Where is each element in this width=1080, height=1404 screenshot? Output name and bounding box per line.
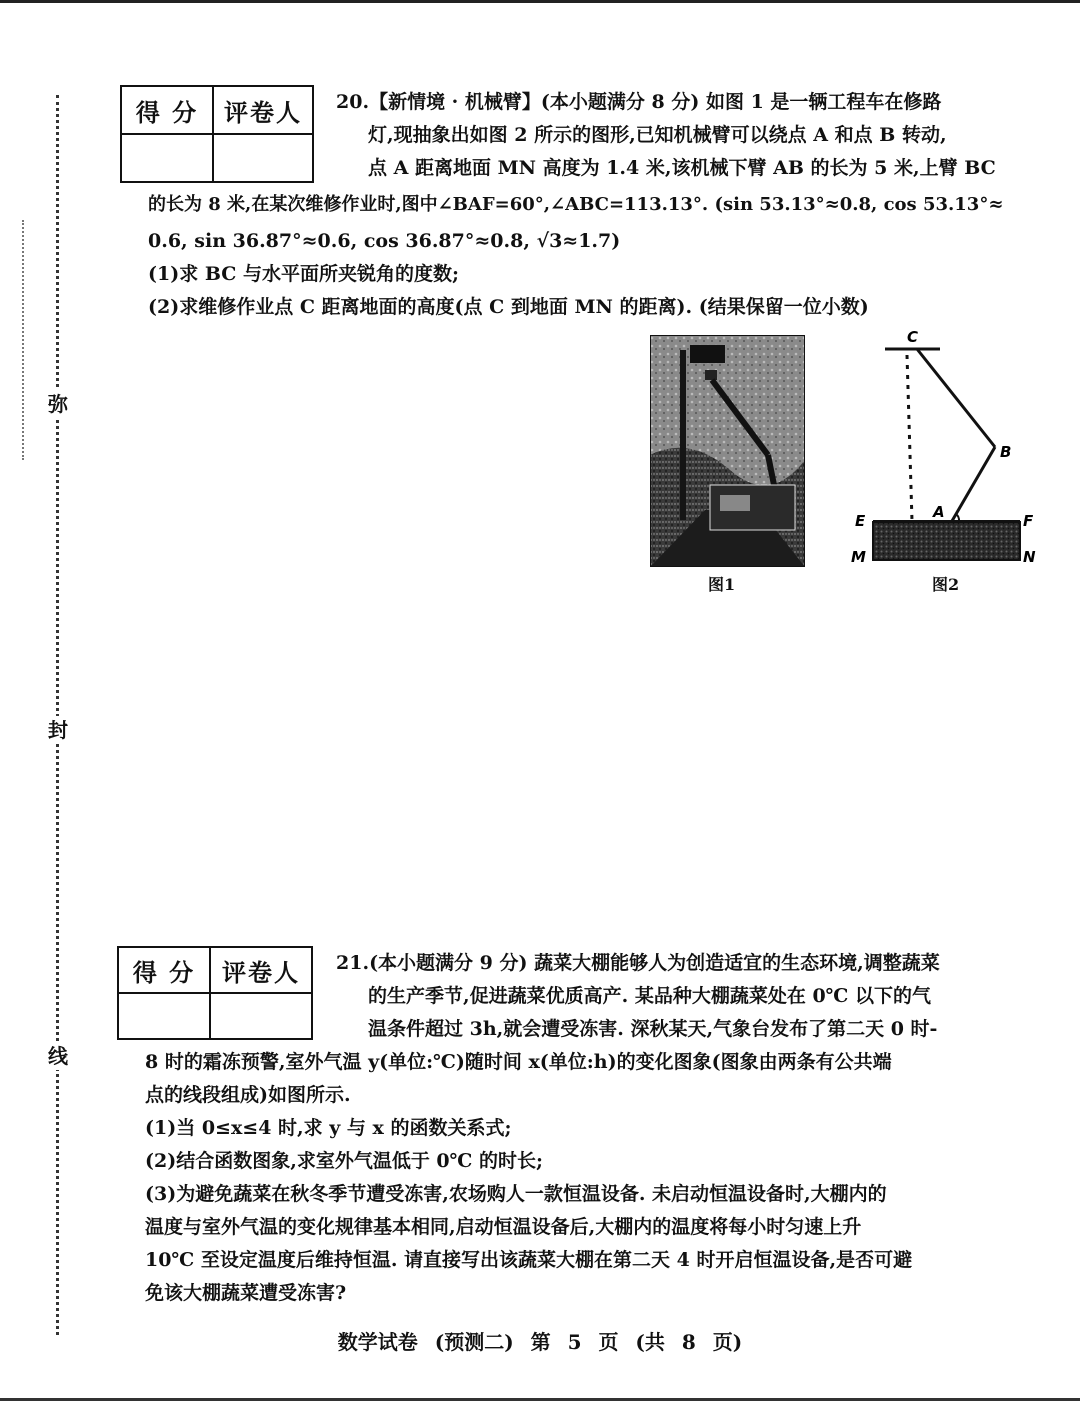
angle-mark-a <box>956 514 959 521</box>
label-b: B <box>1000 443 1012 461</box>
margin-char-feng: 封 <box>44 716 72 744</box>
fig1-truck-photo <box>650 335 805 567</box>
score-header: 得 分 <box>118 947 210 993</box>
bottom-rule <box>0 1398 1080 1401</box>
q21-line-2: 的生产季节,促进蔬菜优质高产. 某品种大棚蔬菜处在 0℃ 以下的气 <box>368 985 932 1007</box>
height-dashed-line <box>907 355 912 521</box>
q20-part-2: (2)求维修作业点 C 距离地面的高度(点 C 到地面 MN 的距离). (结果保留一位小数) <box>148 296 869 318</box>
label-c: C <box>907 328 919 346</box>
grader-cell[interactable] <box>210 993 312 1039</box>
q21-line-11: 免该大棚蔬菜遭受冻害? <box>145 1282 347 1304</box>
score-cell[interactable] <box>118 993 210 1039</box>
q20-line-4: 的长为 8 米,在某次维修作业时,图中∠BAF=60°,∠ABC=113.13°. (sin 53.13°≈0.8, cos 53.13°≈ <box>148 194 1004 215</box>
label-a: A <box>933 503 945 521</box>
q20-line-1 <box>336 85 941 119</box>
segment-bc <box>917 349 995 447</box>
q20-line-2: 灯,现抽象出如图 2 所示的图形,已知机械臂可以绕点 A 和点 B 转动, <box>368 124 947 146</box>
q21-line-10: 10℃ 至设定温度后维持恒温. 请直接写出该蔬菜大棚在第二天 4 时开启恒温设备,是否可避 <box>145 1249 913 1271</box>
margin-faint-dotted-line <box>22 220 24 460</box>
segment-ab <box>952 447 995 521</box>
q20-line-1-text: 【新情境 · 机械臂】(本小题满分 8 分) 如图 1 是一辆工程车在修路 <box>369 91 942 113</box>
q21-score-table <box>117 946 313 1040</box>
score-cell[interactable] <box>121 134 213 182</box>
q20-part-1: (1)求 BC 与水平面所夹锐角的度数; <box>148 263 459 285</box>
fig2-diagram <box>845 325 1045 570</box>
q20-number: 20. <box>336 91 370 113</box>
label-e: E <box>855 512 866 530</box>
q21-part-2: (2)结合函数图象,求室外气温低于 0℃ 的时长; <box>145 1150 544 1172</box>
q21-line-1 <box>336 946 940 980</box>
binding-dotted-line <box>56 95 59 1335</box>
label-m: M <box>851 548 866 566</box>
ground-mn <box>873 522 1020 560</box>
q21-line-9: 温度与室外气温的变化规律基本相同,启动恒温设备后,大棚内的温度将每小时匀速上升 <box>145 1216 862 1238</box>
label-f: F <box>1023 512 1034 530</box>
q21-number: 21. <box>336 952 370 974</box>
margin-char-xian: 线 <box>44 1042 72 1070</box>
q21-part-3: (3)为避免蔬菜在秋冬季节遭受冻害,农场购人一款恒温设备. 未启动恒温设备时,大棚内的 <box>145 1183 887 1205</box>
q21-line-3: 温条件超过 3h,就会遭受冻害. 深秋某天,气象台发布了第二天 0 时- <box>368 1018 938 1040</box>
q21-part-1: (1)当 0≤x≤4 时,求 y 与 x 的函数关系式; <box>145 1117 512 1139</box>
q20-line-5: 0.6, sin 36.87°≈0.6, cos 36.87°≈0.8, √3≈1.7) <box>148 230 621 252</box>
grader-cell[interactable] <box>213 134 313 182</box>
q20-score-table <box>120 85 314 183</box>
score-header: 得 分 <box>121 86 213 134</box>
fig1-caption: 图1 <box>708 575 736 594</box>
q21-line-4: 8 时的霜冻预警,室外气温 y(单位:℃)随时间 x(单位:h)的变化图象(图象由两条有公共端 <box>145 1051 892 1073</box>
grader-header: 评卷人 <box>213 86 313 134</box>
label-n: N <box>1023 548 1036 566</box>
q20-line-3: 点 A 距离地面 MN 高度为 1.4 米,该机械下臂 AB 的长为 5 米,上臂 BC <box>368 157 996 179</box>
margin-char-mi: 弥 <box>44 390 72 418</box>
q21-line-5: 点的线段组成)如图所示. <box>145 1084 351 1106</box>
grader-header: 评卷人 <box>210 947 312 993</box>
page-footer: 数学试卷 (预测二) 第 5 页 (共 8 页) <box>337 1330 743 1354</box>
fig2-caption: 图2 <box>932 575 960 594</box>
top-rule <box>0 0 1080 3</box>
q21-line-1-text: (本小题满分 9 分) 蔬菜大棚能够人为创造适宜的生态环境,调整蔬菜 <box>369 952 940 974</box>
